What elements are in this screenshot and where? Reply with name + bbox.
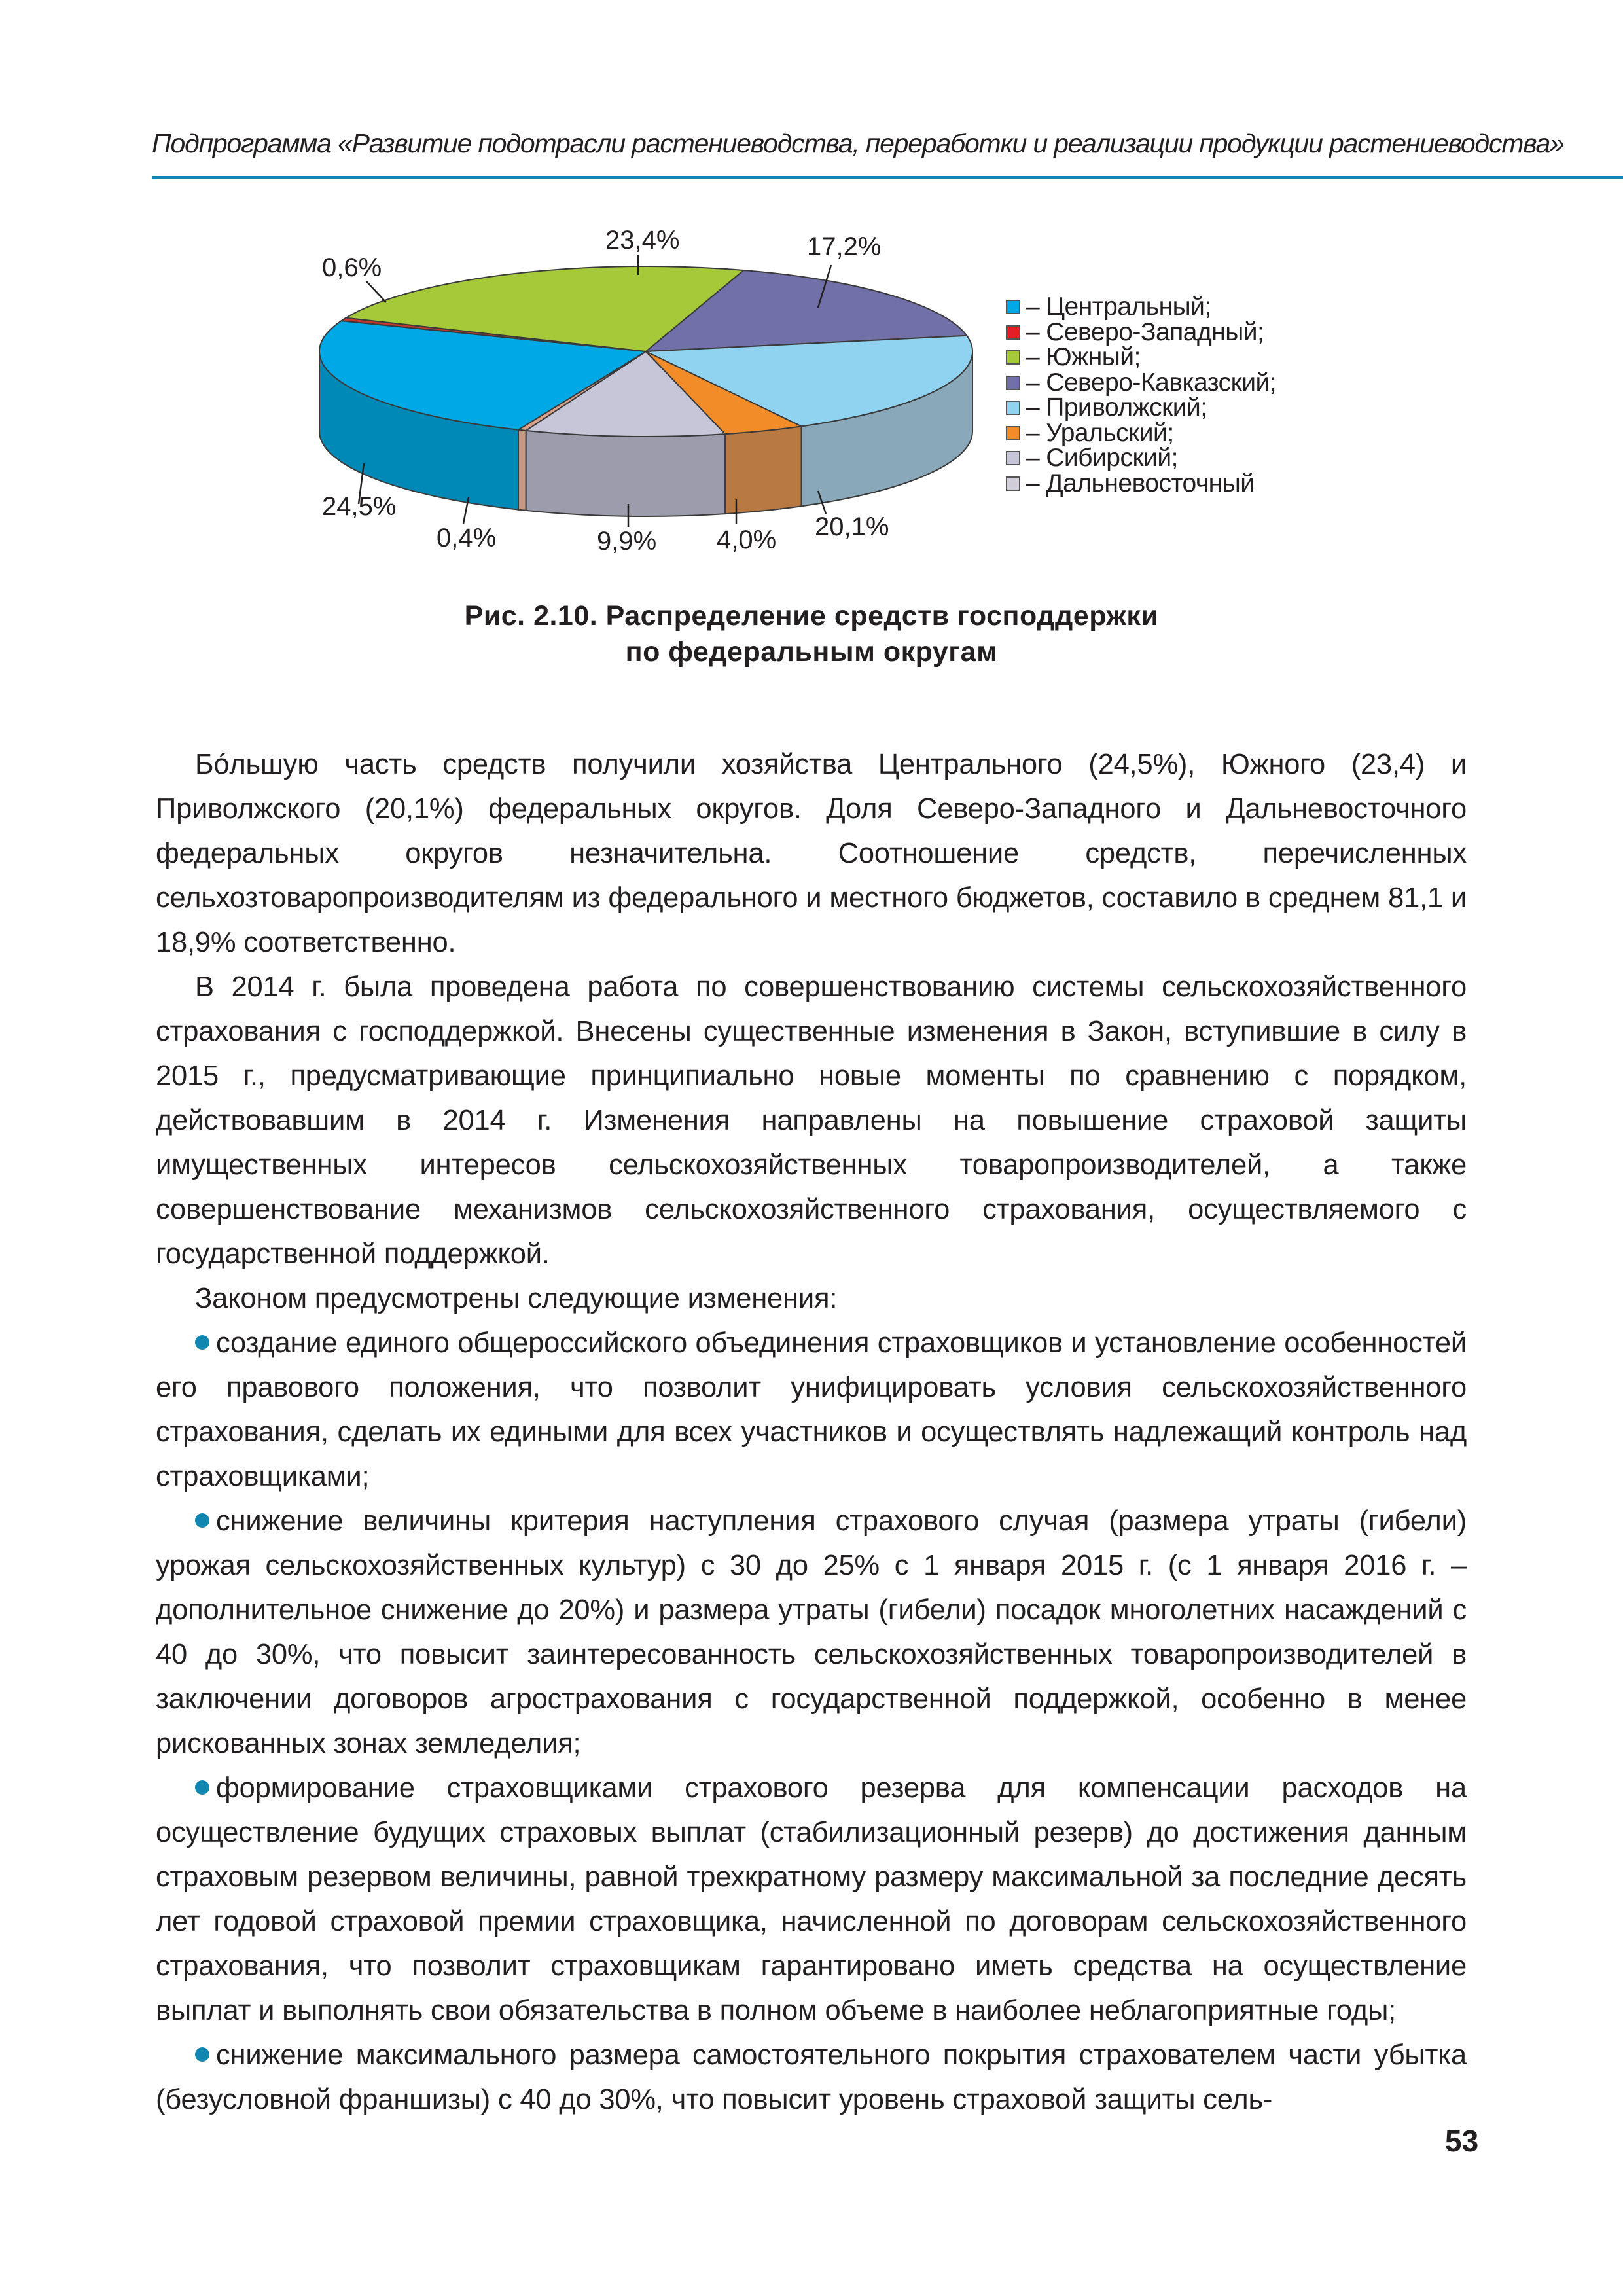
pie-chart-graphic <box>0 0 1623 589</box>
slice-value-label: 0,6% <box>322 253 382 282</box>
slice-value-label: 20,1% <box>815 512 889 541</box>
legend-swatch-icon <box>1006 300 1020 314</box>
paragraph-text: В 2014 г. была проведена работа по совершенствованию системы сельскохозяйственного страхования с господдержкой. Внесены существенные изменения в Закон, вступившие в силу в 2015 г., предусматривающие принципиально новые моменты по сравнению с порядком, действовавшим в 2014 г. Изменения направлены на повышение страховой защиты имущественных интересов сельскохозяйственных товаропроизводителей, а также совершенствование механизмов сельскохозяйственного страхования, осуществляемого с государственной поддержкой. <box>156 971 1467 1270</box>
legend-dash: – <box>1026 317 1040 346</box>
paragraph <box>156 742 1467 965</box>
legend-label: Северо-Западный; <box>1046 317 1264 346</box>
legend-item <box>1006 317 1276 346</box>
bullet-dot-icon <box>195 1780 209 1795</box>
slice-value-label: 17,2% <box>807 232 882 261</box>
legend-dash: – <box>1026 368 1040 397</box>
slice-value-label: 24,5% <box>322 492 397 521</box>
legend-dash: – <box>1026 393 1040 422</box>
paragraph <box>156 965 1467 1276</box>
legend-dash: – <box>1026 469 1040 497</box>
paragraph-text: снижение максимального размера самостоятельного покрытия страхователем части убытка (безусловной франшизы) с 40 до 30%, что повысит уровень страховой защиты сель- <box>156 2039 1467 2115</box>
legend-swatch-icon <box>1006 401 1020 415</box>
legend-item <box>1006 471 1276 497</box>
legend-item <box>1006 370 1276 396</box>
paragraph-text: Законом предусмотрены следующие изменения: <box>195 1283 838 1314</box>
legend-label: Северо-Кавказский; <box>1046 368 1277 397</box>
legend-swatch-icon <box>1006 426 1020 440</box>
legend-swatch-icon <box>1006 350 1020 365</box>
paragraph-text: создание единого общероссийского объединения страховщиков и установление особенностей его правового положения, что позволит унифицировать условия сельскохозяйственного страхования, сделать их едиными для всех участников и осуществлять надлежащий контроль над страховщиками; <box>156 1327 1467 1492</box>
figure-caption-line-2: по федеральным округам <box>625 636 998 668</box>
slice-value-label: 23,4% <box>605 226 680 255</box>
legend-dash: – <box>1026 293 1040 321</box>
legend-label: Приволжский; <box>1046 393 1207 422</box>
slice-value-label: 9,9% <box>597 527 657 556</box>
legend-dash: – <box>1026 343 1040 372</box>
legend-label: Южный; <box>1046 343 1141 372</box>
legend-label: Центральный; <box>1046 293 1211 321</box>
bullet-item <box>156 1766 1467 2033</box>
legend-label: Сибирский; <box>1046 444 1178 473</box>
paragraph-text: формирование страховщиками страхового резерва для компенсации расходов на осуществление будущих страховых выплат (стабилизационный резерв) до достижения данным страховым резервом величины, равной трехкратному размеру максимальной за последние десять лет годовой страховой премии страховщика, начисленной по договорам сельскохозяйственного страхования, что позволит страховщикам гарантировано иметь средства на осуществление выплат и выполнять свои обязательства в полном объеме в наиболее неблагоприятные годы; <box>156 1772 1467 2026</box>
bullet-dot-icon <box>195 1513 209 1528</box>
running-head: Подпрограмма «Развитие подотрасли растениеводства, переработки и реализации продукции растениеводства» <box>152 128 1564 158</box>
slice-value-label: 0,4% <box>437 524 497 552</box>
legend-item <box>1006 395 1276 421</box>
paragraph-text: снижение величины критерия наступления страхового случая (размера утраты (гибели) урожая сельскохозяйственных культур) с 30 до 25% с 1 января 2015 г. (с 1 января 2016 г. – дополнительное снижение до 20%) и размера утраты (гибели) посадок многолетних насаждений с 40 до 30%, что повысит заинтересованность сельскохозяйственных товаропроизводителей в заключении договоров агрострахования с государственной поддержкой, особенно в менее рискованных зонах земледелия; <box>156 1505 1467 1759</box>
paragraph-text: Бóльшую часть средств получили хозяйства Центрального (24,5%), Южного (23,4) и Приволжского (20,1%) федеральных округов. Доля Северо-Западного и Дальневосточного федеральных округов незначительна. Соотношение средств, перечисленных сельхозтоваропроизводителям из федерального и местного бюджетов, составило в среднем 81,1 и 18,9% соответственно. <box>156 749 1467 958</box>
legend-item <box>1006 295 1276 320</box>
bullet-dot-icon <box>195 1335 209 1350</box>
legend-swatch-icon <box>1006 376 1020 390</box>
legend-swatch-icon <box>1006 451 1020 465</box>
leader-line <box>366 281 386 302</box>
legend-item <box>1006 345 1276 370</box>
chart-legend <box>1006 295 1276 496</box>
bullet-dot-icon <box>195 2047 209 2062</box>
legend-label: Дальневосточный <box>1046 469 1255 497</box>
legend-swatch-icon <box>1006 476 1020 491</box>
slice-value-label: 4,0% <box>717 526 777 554</box>
bullet-item <box>156 2033 1467 2122</box>
legend-item <box>1006 446 1276 471</box>
bullet-item <box>156 1321 1467 1499</box>
bullet-item <box>156 1499 1467 1766</box>
legend-label: Уральский; <box>1046 418 1174 447</box>
legend-swatch-icon <box>1006 325 1020 340</box>
pie-side-6 <box>526 431 725 516</box>
legend-dash: – <box>1026 418 1040 447</box>
pie-side-7 <box>518 430 526 511</box>
figure-caption-line-1: Рис. 2.10. Распределение средств господдержки <box>464 600 1159 632</box>
body-text <box>156 742 1467 2122</box>
pie-chart <box>0 0 1623 589</box>
page-number: 53 <box>1445 2124 1479 2158</box>
legend-dash: – <box>1026 444 1040 473</box>
legend-item <box>1006 418 1276 447</box>
paragraph <box>156 1276 1467 1321</box>
